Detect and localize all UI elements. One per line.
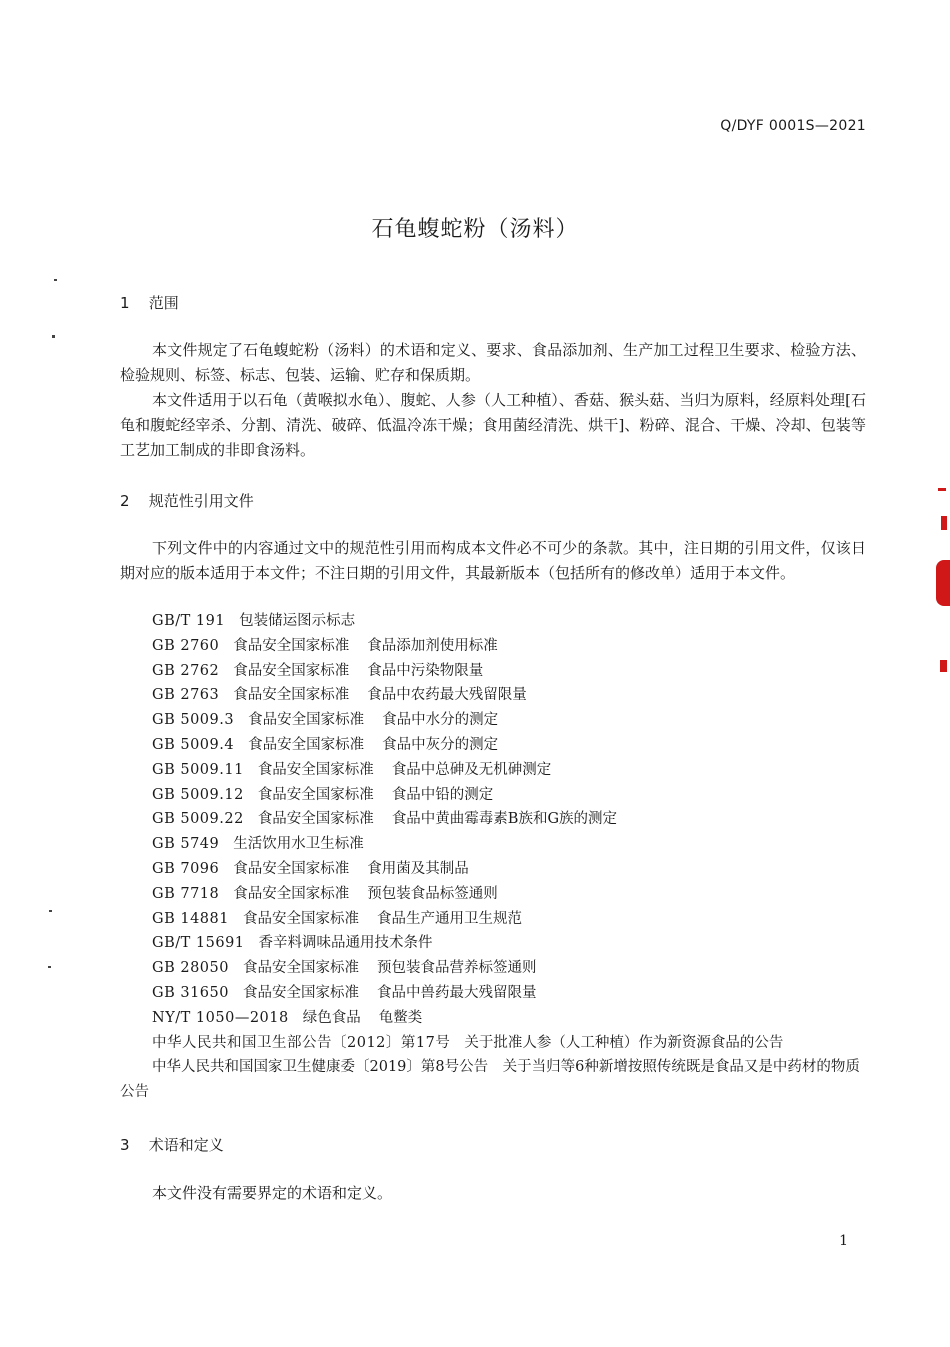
seal-fragment — [936, 560, 950, 606]
seal-fragment — [941, 516, 947, 530]
scan-speck — [54, 279, 57, 281]
reference-subtitle: 食品中污染物限量 — [367, 662, 484, 679]
reference-subtitle: 食品中水分的测定 — [382, 712, 499, 729]
reference-title: 食品安全国家标准 — [242, 984, 359, 1001]
terms-paragraph: 本文件没有需要界定的术语和定义。 — [152, 1184, 393, 1202]
reference-code: 中华人民共和国卫生部公告〔2012〕第17号 — [152, 1034, 451, 1051]
reference-subtitle: 食品中兽药最大残留限量 — [376, 984, 537, 1001]
standard-code: Q/DYF 0001S—2021 — [720, 118, 866, 134]
page-number: 1 — [839, 1233, 848, 1249]
reference-item — [120, 634, 866, 659]
reference-item — [120, 683, 866, 708]
reference-subtitle: 食品中灰分的测定 — [382, 736, 499, 753]
section-title: 术语和定义 — [148, 1136, 224, 1154]
section-number: 2 — [120, 492, 130, 510]
reference-code: GB 14881 — [152, 910, 229, 927]
reference-code: GB 5009.12 — [152, 786, 244, 803]
reference-code: GB 7096 — [152, 860, 220, 877]
reference-title: 包装储运图示标志 — [239, 613, 356, 629]
section-number: 3 — [120, 1136, 130, 1154]
reference-subtitle: 食品生产通用卫生规范 — [376, 910, 522, 927]
reference-code: GB 5749 — [152, 836, 220, 853]
reference-item — [120, 783, 866, 808]
reference-title: 食品安全国家标准 — [233, 637, 350, 654]
reference-subtitle: 食用菌及其制品 — [367, 860, 469, 877]
reference-title: 食品安全国家标准 — [248, 736, 365, 753]
reference-subtitle: 食品中农药最大残留限量 — [367, 687, 527, 704]
reference-code: GB 7718 — [152, 885, 220, 902]
reference-item — [120, 1006, 866, 1031]
reference-title: 食品安全国家标准 — [242, 960, 359, 977]
section-heading-terms — [120, 1134, 224, 1155]
reference-item-long: 中华人民共和国国家卫生健康委〔2019〕第8号公告 关于当归等6种新增按照传统既是食品又是中药材的物质公告 — [120, 1059, 860, 1101]
reference-title: 食品安全国家标准 — [248, 712, 365, 729]
reference-title: 食品安全国家标准 — [257, 811, 374, 828]
reference-title: 生活饮用水卫生标准 — [233, 836, 364, 853]
reference-item — [120, 882, 866, 907]
reference-title: 香辛料调味品通用技术条件 — [258, 935, 433, 952]
scope-paragraph-2: 本文件适用于以石龟（黄喉拟水龟）、腹蛇、人参（人工种植）、香菇、猴头菇、当归为原料，经原料处理[石龟和腹蛇经宰杀、分割、清洗、破碎、低温冷冻干燥；食用菌经清洗、烘干]、粉碎、混合、干燥、冷却、包装等工艺加工制成的非即食汤料。 — [120, 391, 866, 459]
scan-speck — [52, 335, 55, 338]
reference-code: GB 5009.11 — [152, 761, 244, 778]
reference-code: GB 2763 — [152, 687, 220, 704]
reference-code: GB 5009.4 — [152, 736, 235, 753]
reference-code: NY/T 1050—2018 — [152, 1009, 289, 1026]
reference-title: 食品安全国家标准 — [233, 860, 350, 877]
reference-title: 食品安全国家标准 — [257, 786, 374, 803]
reference-item — [120, 733, 866, 758]
reference-title: 绿色食品 — [302, 1009, 361, 1026]
reference-subtitle: 食品中总砷及无机砷测定 — [391, 761, 552, 778]
reference-item — [120, 758, 866, 783]
scan-speck — [49, 910, 52, 912]
reference-subtitle: 龟鳖类 — [378, 1009, 423, 1026]
reference-code: GB 2760 — [152, 637, 220, 654]
reference-code: GB 28050 — [152, 960, 229, 977]
scan-speck — [48, 966, 51, 968]
reference-title: 关于批准人参（人工种植）作为新资源食品的公告 — [464, 1034, 784, 1051]
reference-item — [120, 659, 866, 684]
section-title: 范围 — [148, 294, 179, 312]
seal-fragment — [938, 488, 946, 491]
seal-fragment — [940, 660, 947, 672]
reference-subtitle: 食品中黄曲霉毒素B族和G族的测定 — [391, 811, 618, 828]
reference-item — [120, 1031, 866, 1056]
reference-code: GB/T 15691 — [152, 935, 245, 952]
reference-list — [120, 609, 866, 1105]
reference-code: GB 5009.22 — [152, 811, 244, 828]
reference-code: GB 2762 — [152, 662, 220, 679]
reference-item — [120, 907, 866, 932]
section-heading-scope — [120, 292, 179, 313]
reference-title: 食品安全国家标准 — [233, 662, 350, 679]
reference-item — [120, 857, 866, 882]
document-title: 石龟蝮蛇粉（汤料） — [371, 217, 579, 242]
reference-subtitle: 食品添加剂使用标准 — [367, 637, 498, 654]
reference-title: 食品安全国家标准 — [257, 761, 374, 778]
reference-code: GB 31650 — [152, 984, 229, 1001]
section-heading-normative-references — [120, 490, 254, 511]
reference-subtitle: 预包装食品标签通则 — [367, 885, 498, 902]
reference-item — [120, 708, 866, 733]
reference-item — [120, 931, 866, 956]
reference-item — [120, 956, 866, 981]
reference-code: GB/T 191 — [152, 613, 226, 629]
references-intro-paragraph: 下列文件中的内容通过文中的规范性引用而构成本文件必不可少的条款。其中，注日期的引用文件，仅该日期对应的版本适用于本文件；不注日期的引用文件，其最新版本（包括所有的修改单）适用于本文件。 — [120, 539, 866, 582]
reference-item — [120, 609, 866, 634]
reference-title: 食品安全国家标准 — [233, 885, 350, 902]
reference-item — [120, 832, 866, 857]
reference-item — [120, 981, 866, 1006]
reference-item — [120, 807, 866, 832]
reference-title: 食品安全国家标准 — [242, 910, 359, 927]
section-number: 1 — [120, 294, 130, 312]
scope-paragraph-1: 本文件规定了石龟蝮蛇粉（汤料）的术语和定义、要求、食品添加剂、生产加工过程卫生要求、检验方法、检验规则、标签、标志、包装、运输、贮存和保质期。 — [120, 341, 866, 384]
reference-code: GB 5009.3 — [152, 712, 235, 729]
reference-subtitle: 预包装食品营养标签通则 — [376, 960, 537, 977]
reference-subtitle: 食品中铅的测定 — [391, 786, 494, 803]
reference-title: 食品安全国家标准 — [233, 687, 350, 704]
section-title: 规范性引用文件 — [148, 492, 254, 510]
